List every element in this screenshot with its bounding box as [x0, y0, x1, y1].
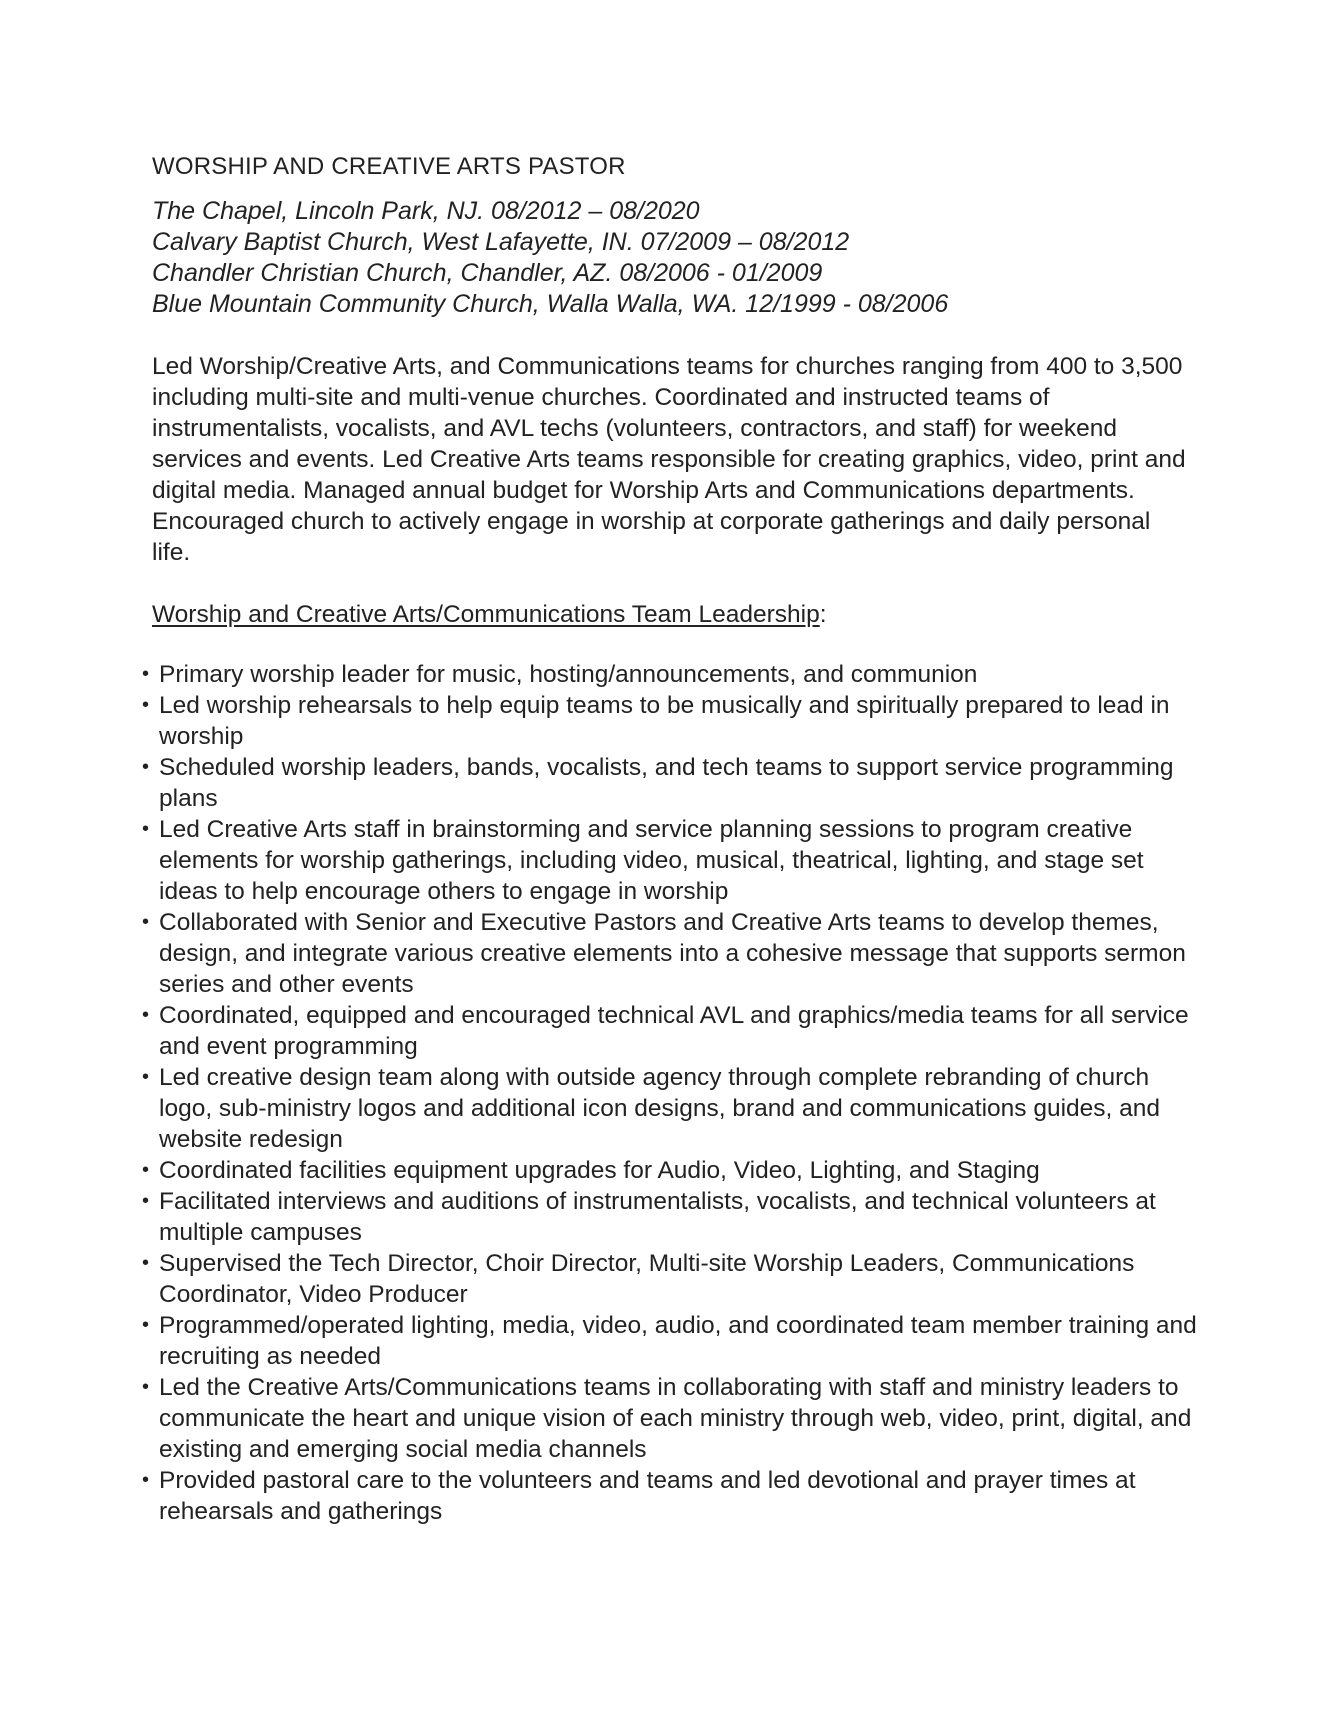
- list-item-text: Coordinated, equipped and encouraged technical AVL and graphics/media teams for all service and event programming: [159, 1002, 1189, 1060]
- list-item: [142, 1000, 1202, 1062]
- section-heading-text: Worship and Creative Arts/Communications Team Leadership: [152, 601, 820, 628]
- list-item: [142, 1186, 1202, 1248]
- list-item: [142, 1062, 1202, 1155]
- responsibility-list: [142, 659, 1202, 1527]
- church-item: Calvary Baptist Church, West Lafayette, IN. 07/2009 – 08/2012: [152, 228, 850, 256]
- list-item: [142, 1465, 1202, 1527]
- church-item: The Chapel, Lincoln Park, NJ. 08/2012 – 08/2020: [152, 197, 700, 225]
- list-item: [142, 907, 1202, 1000]
- list-item-text: Provided pastoral care to the volunteers and teams and led devotional and prayer times at rehearsals and gatherings: [159, 1467, 1136, 1525]
- list-item: [142, 1372, 1202, 1465]
- list-item-text: Led the Creative Arts/Communications teams in collaborating with staff and ministry leaders to communicate the heart and unique vision of each ministry through web, video, print, digital, and existing and emerging social media channels: [159, 1374, 1192, 1463]
- bullet-icon: •: [142, 1004, 150, 1026]
- list-item-text: Led worship rehearsals to help equip teams to be musically and spiritually prepared to lead in worship: [159, 692, 1170, 750]
- bullet-icon: •: [142, 663, 150, 685]
- section-heading-suffix: :: [819, 601, 827, 628]
- list-item-text: Coordinated facilities equipment upgrades for Audio, Video, Lighting, and Staging: [159, 1157, 1040, 1184]
- list-item-text: Programmed/operated lighting, media, video, audio, and coordinated team member training and recruiting as needed: [159, 1312, 1197, 1370]
- list-item: [142, 690, 1202, 752]
- bullet-icon: •: [142, 1252, 150, 1274]
- summary-paragraph: Led Worship/Creative Arts, and Communications teams for churches ranging from 400 to 3,500 including multi-site and multi-venue churches. Coordinated and instructed teams of instrumentalists, vocalists, and AVL techs (volunteers, contractors, and staff) for weekend services and events. Led Creative Arts teams responsible for creating graphics, video, print and digital media. Managed annual budget for Worship Arts and Communications departments. Encouraged church to actively engage in worship at corporate gatherings and daily personal life.: [152, 353, 1186, 566]
- bullet-icon: •: [142, 1469, 150, 1491]
- bullet-icon: •: [142, 818, 150, 840]
- list-item: [142, 1155, 1202, 1186]
- list-item-text: Scheduled worship leaders, bands, vocalists, and tech teams to support service programming plans: [159, 754, 1174, 812]
- list-item-text: Supervised the Tech Director, Choir Director, Multi-site Worship Leaders, Communications Coordinator, Video Producer: [159, 1250, 1135, 1308]
- list-item-text: Led creative design team along with outside agency through complete rebranding of church logo, sub-ministry logos and additional icon designs, brand and communications guides, and website redesign: [159, 1064, 1161, 1153]
- bullet-icon: •: [142, 1314, 150, 1336]
- list-item-text: Led Creative Arts staff in brainstorming and service planning sessions to program creative elements for worship gatherings, including video, musical, theatrical, lighting, and stage set ideas to help encourage others to engage in worship: [159, 816, 1144, 905]
- church-item: Blue Mountain Community Church, Walla Walla, WA. 12/1999 - 08/2006: [152, 290, 949, 318]
- list-item-text: Facilitated interviews and auditions of instrumentalists, vocalists, and technical volunteers at multiple campuses: [159, 1188, 1156, 1246]
- list-item-text: Collaborated with Senior and Executive Pastors and Creative Arts teams to develop themes, design, and integrate various creative elements into a cohesive message that supports sermon series and other events: [159, 909, 1186, 998]
- list-item-text: Primary worship leader for music, hosting/announcements, and communion: [159, 661, 978, 688]
- bullet-icon: •: [142, 911, 150, 933]
- list-item: [142, 1310, 1202, 1372]
- church-list: [152, 196, 948, 320]
- list-item: [142, 659, 1202, 690]
- section-heading: [152, 599, 827, 630]
- bullet-icon: •: [142, 1066, 150, 1088]
- church-item: Chandler Christian Church, Chandler, AZ. 08/2006 - 01/2009: [152, 259, 823, 287]
- list-item: [142, 814, 1202, 907]
- bullet-icon: •: [142, 756, 150, 778]
- job-title: WORSHIP AND CREATIVE ARTS PASTOR: [152, 153, 626, 180]
- list-item: [142, 1248, 1202, 1310]
- list-item: [142, 752, 1202, 814]
- bullet-icon: •: [142, 694, 150, 716]
- bullet-icon: •: [142, 1159, 150, 1181]
- bullet-icon: •: [142, 1190, 150, 1212]
- bullet-icon: •: [142, 1376, 150, 1398]
